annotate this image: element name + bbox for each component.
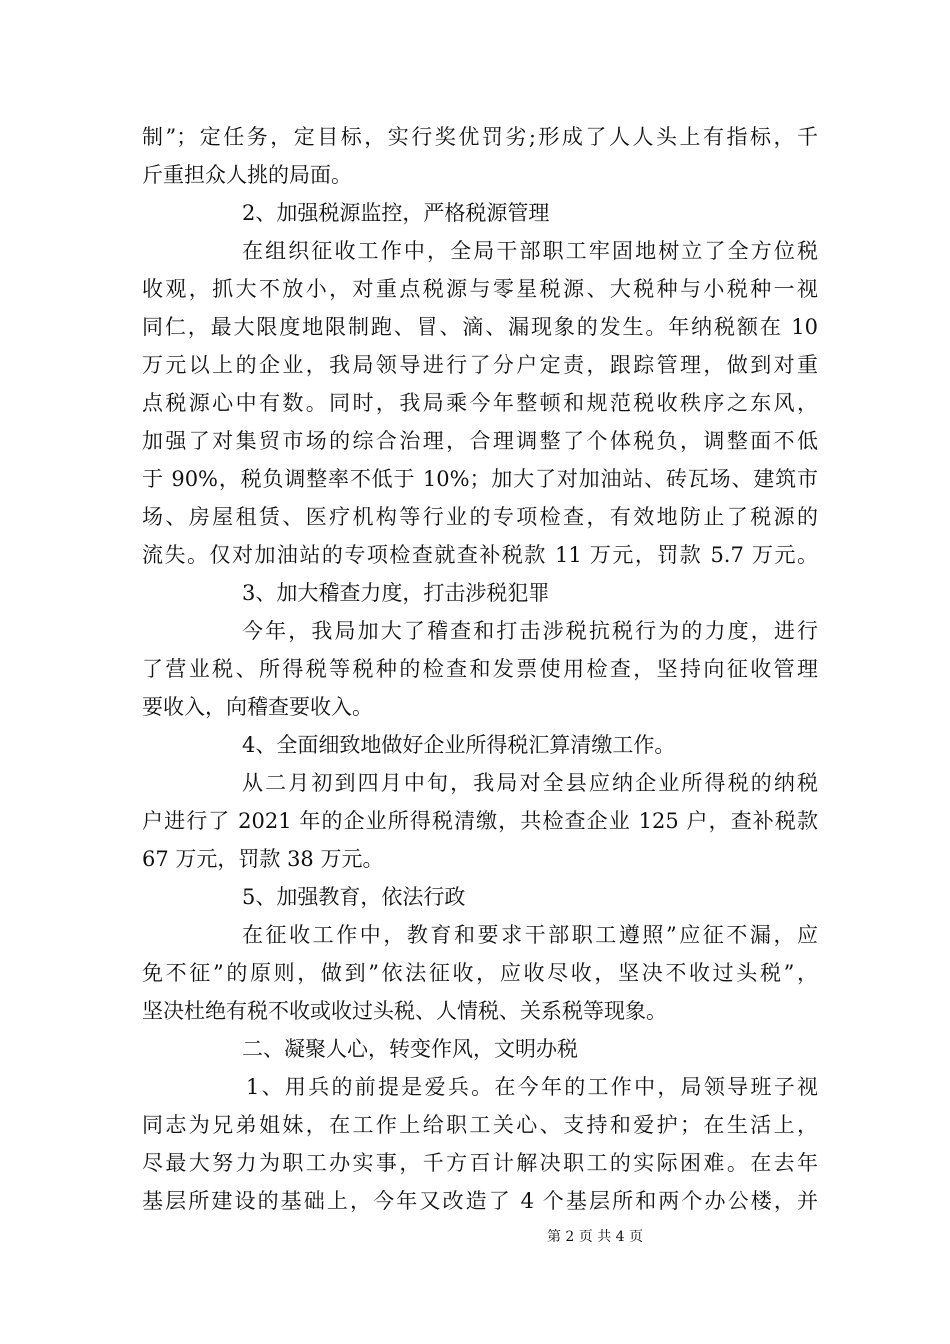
text-line: 基层所建设的基础上，今年又改造了 4 个基层所和两个办公楼，并 (142, 1189, 818, 1213)
text-line: 收观，抓大不放小，对重点税源与零星税源、大税种与小税种一视 (142, 277, 818, 301)
text-line: 二、凝聚人心，转变作风，文明办税 (242, 1037, 578, 1061)
text-line: 同仁，最大限度地限制跑、冒、滴、漏现象的发生。年纳税额在 10 (142, 315, 818, 339)
text-line: 于 90%，税负调整率不低于 10%；加大了对加油站、砖瓦场、建筑市 (142, 467, 818, 491)
text-line: 5、加强教育，依法行政 (242, 885, 466, 909)
text-line: 在征收工作中，教育和要求干部职工遵照”应征不漏，应 (242, 923, 818, 947)
text-line: 户进行了 2021 年的企业所得税清缴，共检查企业 125 户，查补税款 (142, 809, 818, 833)
text-line: 1、用兵的前提是爱兵。在今年的工作中，局领导班子视 (246, 1075, 818, 1099)
text-line: 加强了对集贸市场的综合治理，合理调整了个体税负，调整面不低 (142, 429, 818, 453)
text-line: 从二月初到四月中旬，我局对全县应纳企业所得税的纳税 (242, 771, 818, 795)
text-line: 67 万元，罚款 38 万元。 (142, 847, 384, 871)
text-line: 尽最大努力为职工办实事，千方百计解决职工的实际困难。在去年 (142, 1151, 818, 1175)
text-line: 4、全面细致地做好企业所得税汇算清缴工作。 (242, 733, 676, 757)
page-number: 第 2 页 共 4 页 (546, 1229, 644, 1245)
text-line: 斤重担众人挑的局面。 (142, 163, 352, 187)
text-line: 免不征”的原则，做到”依法征收，应收尽收，坚决不收过头税”， (142, 961, 818, 985)
text-line: 要收入，向稽查要收入。 (142, 695, 373, 719)
text-line: 同志为兄弟姐妹，在工作上给职工关心、支持和爱护；在生活上， (142, 1113, 818, 1137)
text-line: 今年，我局加大了稽查和打击涉税抗税行为的力度，进行 (242, 619, 818, 643)
document-body (142, 118, 818, 1220)
text-line: 了营业税、所得税等税种的检查和发票使用检查，坚持向征收管理 (142, 657, 818, 681)
text-line: 2、加强税源监控，严格税源管理 (242, 201, 550, 225)
text-line: 在组织征收工作中，全局干部职工牢固地树立了全方位税 (242, 239, 818, 263)
text-line: 场、房屋租赁、医疗机构等行业的专项检查，有效地防止了税源的 (142, 505, 818, 529)
text-line: 坚决杜绝有税不收或收过头税、人情税、关系税等现象。 (142, 999, 667, 1023)
text-line: 3、加大稽查力度，打击涉税犯罪 (242, 581, 550, 605)
text-line: 万元以上的企业，我局领导进行了分户定责，跟踪管理，做到对重 (142, 353, 818, 377)
text-line: 点税源心中有数。同时，我局乘今年整顿和规范税收秩序之东风， (142, 391, 818, 415)
text-line: 制”；定任务，定目标，实行奖优罚劣;形成了人人头上有指标，千 (142, 125, 818, 149)
page-footer (0, 1228, 950, 1246)
text-line: 流失。仅对加油站的专项检查就查补税款 11 万元，罚款 5.7 万元。 (142, 543, 818, 567)
